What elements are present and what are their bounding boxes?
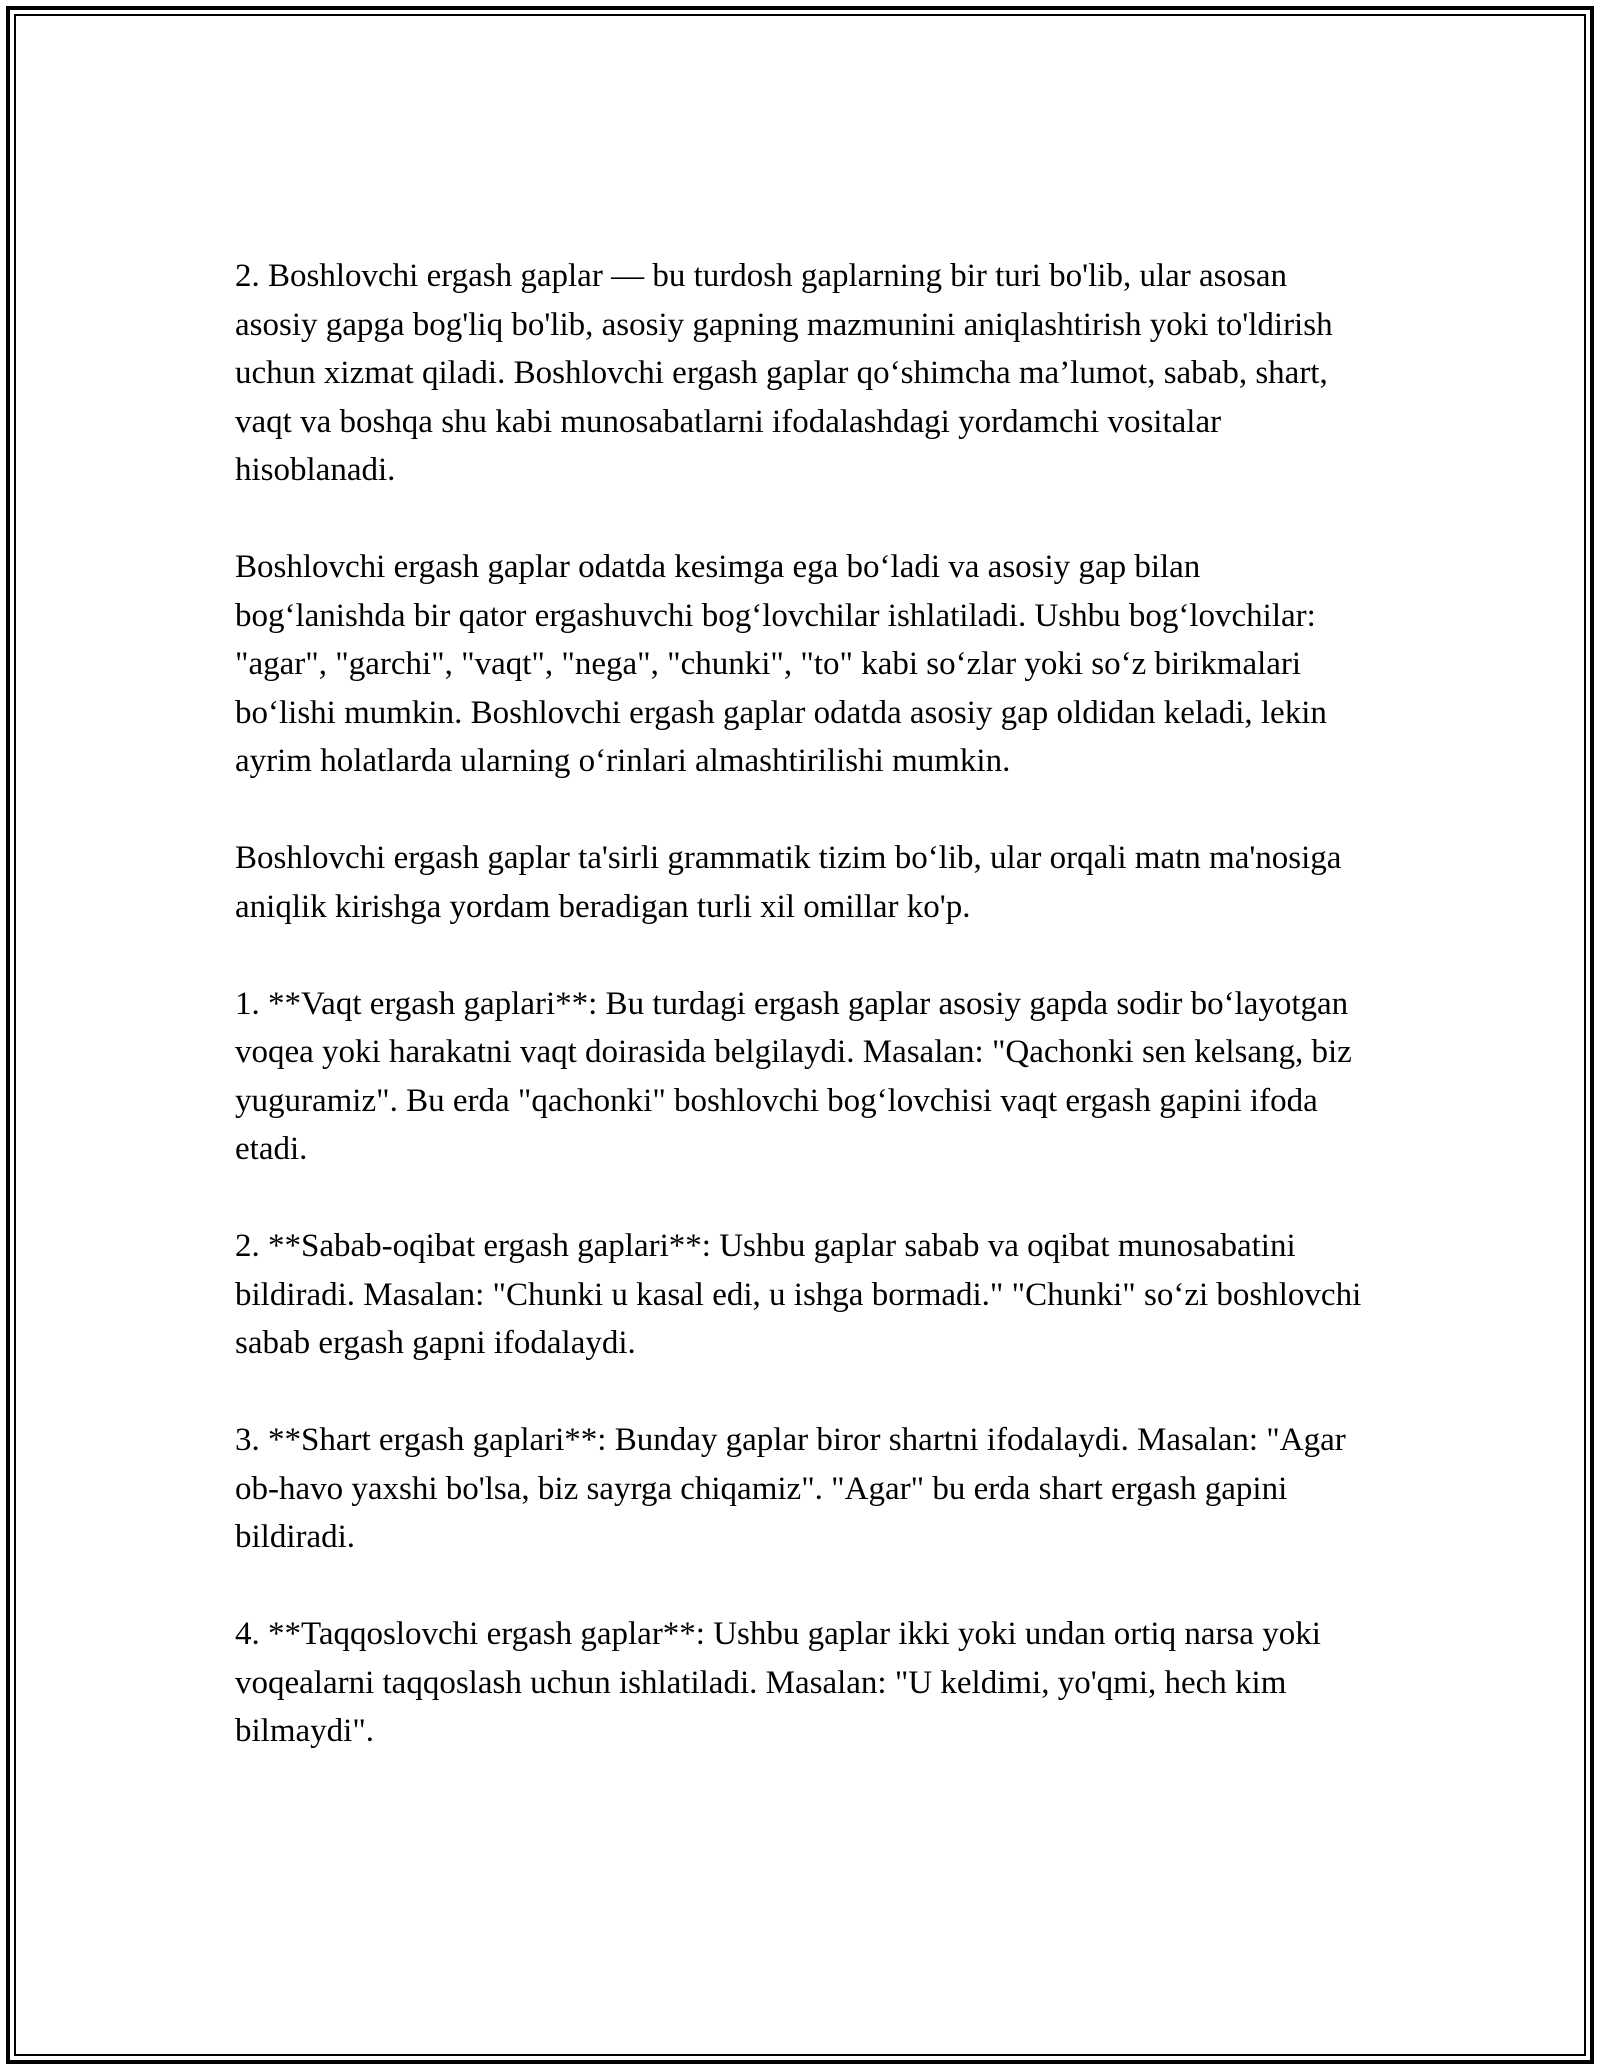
paragraph-comparison-clauses: 4. **Taqqoslovchi ergash gaplar**: Ushbu gaplar ikki yoki undan ortiq narsa yoki voqealarni taqqoslash uchun ishlatiladi. Masalan: "U keldimi, yo'qmi, hech kim bilmaydi". xyxy=(235,1616,1321,1749)
paragraph-cause-effect-clauses: 2. **Sabab-oqibat ergash gaplari**: Ushbu gaplar sabab va oqibat munosabatini bildiradi. Masalan: "Chunki u kasal edi, u ishga bormadi." "Chunki" so‘zi boshlovchi sabab ergash gapni ifodalaydi. xyxy=(235,1228,1362,1361)
paragraph-grammatical-system: Boshlovchi ergash gaplar ta'sirli grammatik tizim bo‘lib, ular orqali matn ma'nosiga aniqlik kirishga yordam beradigan turli xil omillar ko'p. xyxy=(235,840,1342,925)
document-body xyxy=(235,252,1375,1756)
paragraph-conjunctions: Boshlovchi ergash gaplar odatda kesimga ega bo‘ladi va asosiy gap bilan bog‘lanishda bir qator ergashuvchi bog‘lovchilar ishlatiladi. Ushbu bog‘lovchilar: "agar", "garchi", "vaqt", "nega", "chunki", "to" kabi so‘zlar yoki so‘z birikmalari bo‘lishi mumkin. Boshlovchi ergash gaplar odatda asosiy gap oldidan keladi, lekin ayrim holatlarda ularning o‘rinlari almashtirilishi mumkin. xyxy=(235,549,1327,779)
paragraph-condition-clauses: 3. **Shart ergash gaplari**: Bunday gaplar biror shartni ifodalaydi. Masalan: "Agar ob-havo yaxshi bo'lsa, biz sayrga chiqamiz". "Agar" bu erda shart ergash gapini bildiradi. xyxy=(235,1422,1346,1555)
paragraph-intro: 2. Boshlovchi ergash gaplar — bu turdosh gaplarning bir turi bo'lib, ular asosan asosiy gapga bog'liq bo'lib, asosiy gapning mazmunini aniqlashtirish yoki to'ldirish uchun xizmat qiladi. Boshlovchi ergash gaplar qo‘shimcha ma’lumot, sabab, shart, vaqt va boshqa shu kabi munosabatlarni ifodalashdagi yordamchi vositalar hisoblanadi. xyxy=(235,258,1333,488)
paragraph-time-clauses: 1. **Vaqt ergash gaplari**: Bu turdagi ergash gaplar asosiy gapda sodir bo‘layotgan voqea yoki harakatni vaqt doirasida belgilaydi. Masalan: "Qachonki sen kelsang, biz yuguramiz". Bu erda "qachonki" boshlovchi bog‘lovchisi vaqt ergash gapini ifoda etadi. xyxy=(235,985,1352,1167)
